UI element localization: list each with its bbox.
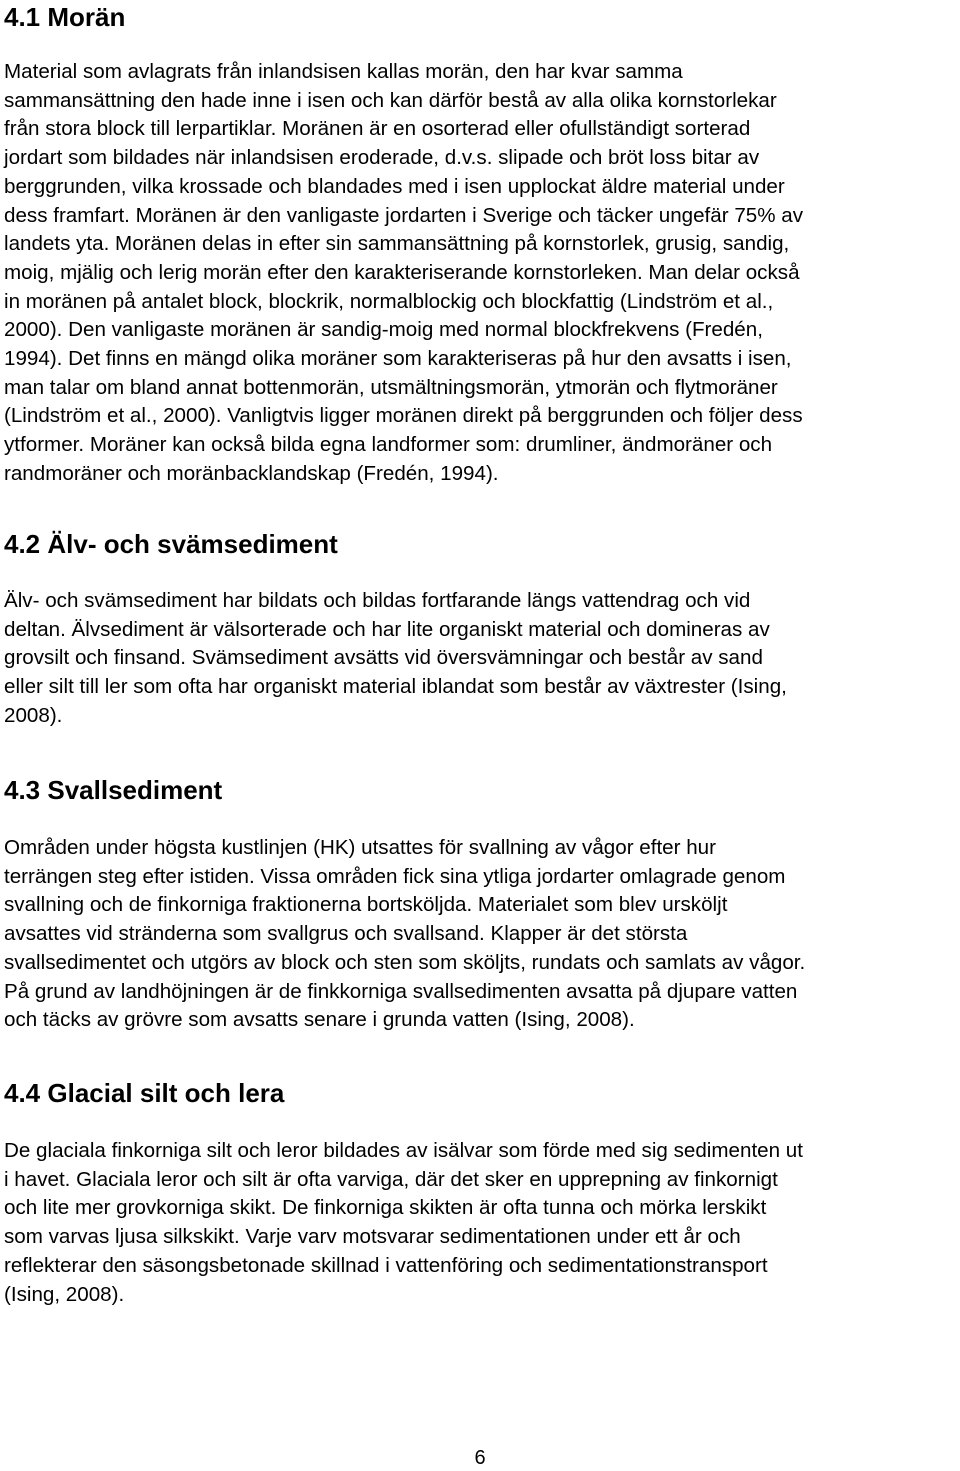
section-heading-alv-svamsediment: 4.2 Älv- och svämsediment xyxy=(4,529,338,559)
text-line: grovsilt och finsand. Svämsediment avsätts vid översvämningar och består av sand xyxy=(4,646,763,670)
text-line: svallning och de finkorniga fraktionerna bortsköljda. Materialet som blev ursköljt xyxy=(4,893,728,917)
text-line: Material som avlagrats från inlandsisen kallas morän, den har kvar samma xyxy=(4,60,683,83)
text-line: reflekterar den säsongsbetonade skillnad i vattenföring och sedimentationstransport xyxy=(4,1253,768,1277)
text-line: 1994). Det finns en mängd olika moräner som karakteriseras på hur den avsatts i isen, xyxy=(4,347,792,371)
text-line: De glaciala finkorniga silt och leror bildades av isälvar som förde med sig sedimenten ut xyxy=(4,1139,803,1162)
text-line: 2000). Den vanligaste moränen är sandig-moig med normal blockfrekvens (Fredén, xyxy=(4,318,763,342)
text-line: (Lindström et al., 2000). Vanligtvis ligger moränen direkt på berggrunden och följer dess xyxy=(4,404,803,428)
text-line: i havet. Glaciala leror och silt är ofta varviga, där det sker en upprepning av finkornigt xyxy=(4,1167,778,1191)
text-line: in moränen på antalet block, blockrik, normalblockig och blockfattig (Lindström et al., xyxy=(4,289,774,313)
section-paragraph-moran xyxy=(4,58,960,489)
text-line: ytformer. Moräner kan också bilda egna landformer som: drumliner, ändmoräner och xyxy=(4,433,773,457)
text-line: deltan. Älvsediment är välsorterade och har lite organiskt material och domineras av xyxy=(4,617,770,641)
text-line: avsattes vid stränderna som svallgrus och svallsand. Klapper är det största xyxy=(4,922,688,946)
section-paragraph-svallsediment xyxy=(4,834,960,1035)
text-line: moig, mjälig och lerig morän efter den karakteriserande kornstorleken. Man delar också xyxy=(4,260,800,284)
text-line: som varvas ljusa silkskikt. Varje varv motsvarar sedimentationen under ett år och xyxy=(4,1225,741,1249)
text-line: berggrunden, vilka krossade och blandades med i isen upplockat äldre material under xyxy=(4,174,785,198)
section-heading-svallsediment: 4.3 Svallsediment xyxy=(4,775,223,805)
section-paragraph-alv-svamsediment xyxy=(4,587,960,731)
section-heading-glacial-silt-lera: 4.4 Glacial silt och lera xyxy=(4,1078,285,1108)
text-line: sammansättning den hade inne i isen och kan därför bestå av alla olika kornstorlekar xyxy=(4,88,777,112)
text-line: och lite mer grovkorniga skikt. De finkorniga skikten är ofta tunna och mörka lerskikt xyxy=(4,1196,767,1220)
text-line: landets yta. Moränen delas in efter sin sammansättning på kornstorlek, grusig, sandig, xyxy=(4,232,790,256)
text-line: Älv- och svämsediment har bildats och bildas fortfarande längs vattendrag och vid xyxy=(4,589,751,612)
text-line: jordart som bildades när inlandsisen eroderade, d.v.s. slipade och bröt loss bitar av xyxy=(4,146,760,170)
section-heading-moran: 4.1 Morän xyxy=(4,2,126,32)
text-line: från stora block till lerpartiklar. Moränen är en osorterad eller ofullständigt sorterad xyxy=(4,117,751,141)
text-line: (Ising, 2008). xyxy=(4,1282,125,1306)
text-line: och täcks av grövre som avsatts senare i grunda vatten (Ising, 2008). xyxy=(4,1008,635,1032)
text-line: dess framfart. Moränen är den vanligaste jordarten i Sverige och täcker ungefär 75% av xyxy=(4,203,804,227)
text-line: eller silt till ler som ofta har organiskt material iblandat som består av växtrester (Ising, xyxy=(4,675,787,699)
text-line: 2008). xyxy=(4,703,63,727)
text-line: svallsedimentet och utgörs av block och sten som sköljts, rundats och samlats av vågor. xyxy=(4,950,806,974)
text-line: Områden under högsta kustlinjen (HK) utsattes för svallning av vågor efter hur xyxy=(4,836,716,859)
page-number: 6 xyxy=(474,1447,486,1469)
section-paragraph-glacial-silt-lera xyxy=(4,1137,960,1309)
text-line: randmoräner och moränbacklandskap (Fredén, 1994). xyxy=(4,461,499,485)
text-line: terrängen steg efter istiden. Vissa områden fick sina ytliga jordarter omlagrade genom xyxy=(4,864,786,888)
text-line: man talar om bland annat bottenmorän, utsmältningsmorän, ytmorän och flytmoräner xyxy=(4,375,778,399)
text-line: På grund av landhöjningen är de finkkorniga svallsedimenten avsatta på djupare vatten xyxy=(4,979,798,1003)
